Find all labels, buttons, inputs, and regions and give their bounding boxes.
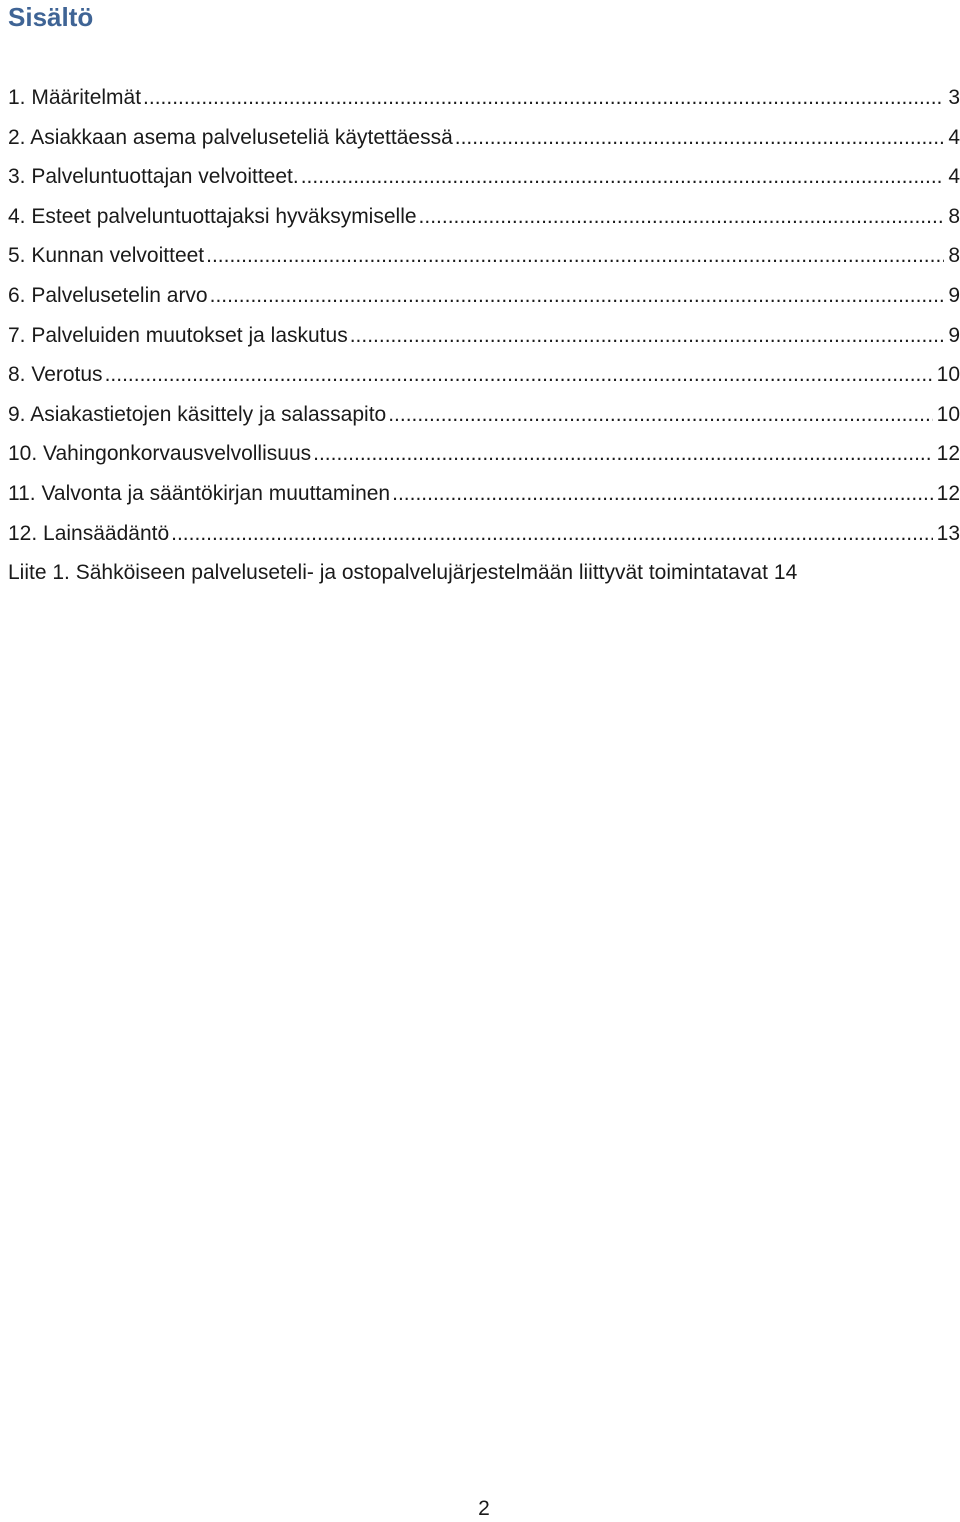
toc-entry-page: 8	[948, 204, 960, 228]
toc-entry[interactable]	[8, 474, 960, 514]
toc-dot-leader	[392, 474, 933, 514]
toc-dot-leader	[388, 395, 932, 435]
toc-entry-label: 2. Asiakkaan asema palveluseteliä käytettäessä	[8, 125, 453, 149]
toc-entry-label: 7. Palveluiden muutokset ja laskutus	[8, 323, 348, 347]
toc-entry-page: 3	[948, 86, 960, 109]
toc-entry[interactable]	[8, 236, 960, 276]
page-title: Sisältö	[8, 2, 94, 32]
toc-dot-leader	[105, 355, 933, 395]
toc-entry-page: 4	[948, 165, 960, 189]
toc-entry-label: 9. Asiakastietojen käsittely ja salassapito	[8, 402, 387, 426]
toc-entry-page: 13	[936, 521, 960, 545]
toc-dot-leader	[143, 78, 944, 118]
toc-entry[interactable]	[8, 316, 960, 356]
toc-entry-label: 12. Lainsäädäntö	[8, 521, 170, 545]
toc-dot-leader	[350, 316, 945, 356]
toc-entry-label: 3. Palveluntuottajan velvoitteet.	[8, 165, 299, 189]
toc-entry-page: 14	[773, 561, 798, 585]
toc-entry-page: 8	[948, 244, 960, 268]
toc-dot-leader	[455, 118, 945, 158]
toc-entry-label: 10. Vahingonkorvausvelvollisuus	[8, 442, 312, 466]
toc-entry-label: Liite 1. Sähköiseen palveluseteli- ja ostopalvelujärjestelmään liittyvät toimintatavat	[8, 561, 768, 585]
toc-entry-label: 6. Palvelusetelin arvo	[8, 283, 208, 307]
toc-entry-page: 10	[936, 363, 960, 387]
toc-entry[interactable]	[8, 78, 960, 118]
toc-dot-leader	[301, 157, 945, 197]
toc-entry[interactable]	[8, 276, 960, 316]
toc-entry[interactable]	[8, 197, 960, 237]
toc-dot-leader	[313, 434, 933, 474]
toc-entry-label: 8. Verotus	[8, 363, 103, 387]
toc-entry-page: 9	[948, 323, 960, 347]
table-of-contents	[8, 78, 960, 593]
page-number: 2	[478, 1497, 490, 1520]
toc-entry[interactable]	[8, 118, 960, 158]
toc-entry[interactable]	[8, 434, 960, 474]
toc-entry-label: 5. Kunnan velvoitteet	[8, 244, 205, 268]
toc-dot-leader	[206, 236, 944, 276]
toc-entry[interactable]	[8, 355, 960, 395]
toc-entry-page: 4	[948, 125, 960, 149]
toc-entry-label: 1. Määritelmät	[8, 86, 142, 109]
toc-entry-page: 9	[948, 283, 960, 307]
toc-entry[interactable]	[8, 514, 960, 554]
toc-dot-leader	[419, 197, 945, 237]
toc-entry[interactable]	[8, 395, 960, 435]
toc-entry-appendix[interactable]	[8, 553, 960, 593]
toc-entry[interactable]	[8, 157, 960, 197]
toc-entry-label: 11. Valvonta ja sääntökirjan muuttaminen	[8, 481, 391, 505]
toc-dot-leader	[171, 514, 933, 554]
toc-entry-page: 10	[936, 402, 960, 426]
toc-entry-page: 12	[936, 481, 960, 505]
toc-dot-leader	[210, 276, 945, 316]
toc-entry-page: 12	[936, 442, 960, 466]
toc-entry-label: 4. Esteet palveluntuottajaksi hyväksymiselle	[8, 204, 417, 228]
